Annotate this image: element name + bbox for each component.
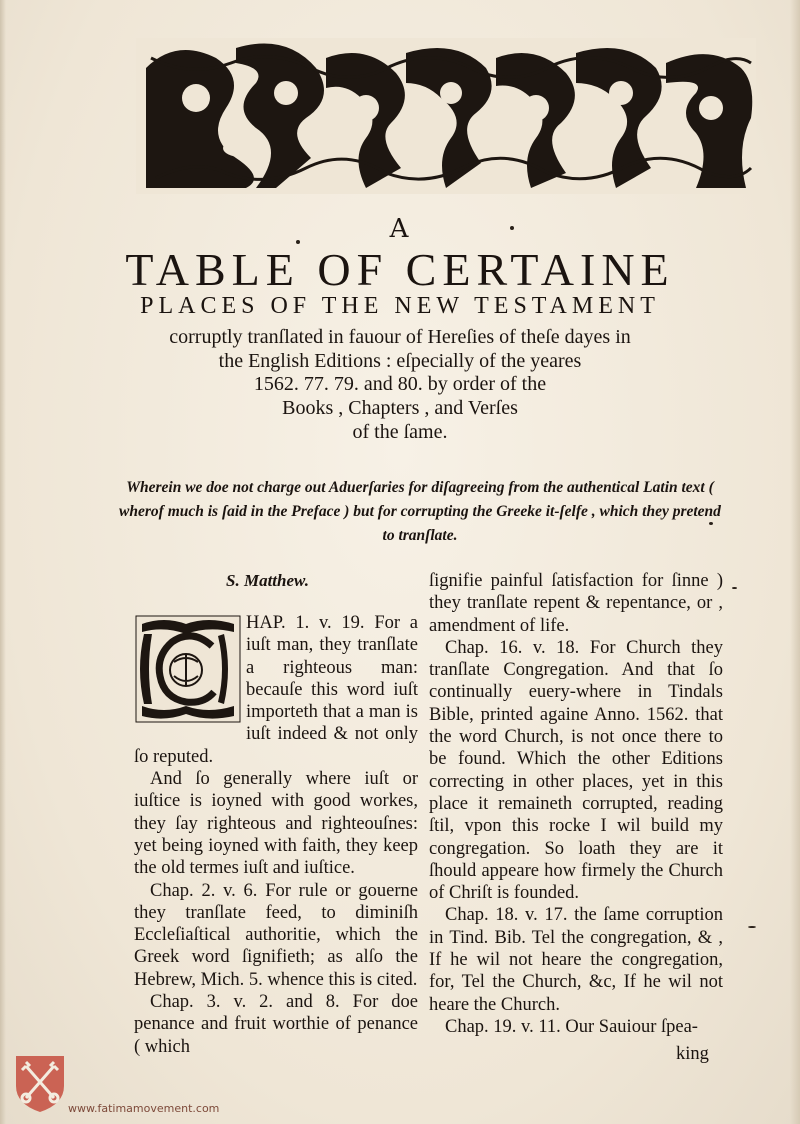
papal-keys-logo-icon [12,1052,68,1114]
print-speck [709,522,713,525]
left-column [134,612,418,1058]
print-speck [510,226,514,230]
left-paragraph-4: Chap. 3. v. 2. and 8. For doe penance and fruit worthie of penance ( which [134,992,418,1057]
right-column [429,570,723,1038]
print-speck [296,240,300,244]
print-speck [748,926,756,928]
left-paragraph-2: And ſo generally where iuſt or iuſtice is ioyned with good workes, they ſay righteous and righteouſnes: yet being ioyned with faith, they keep the old termes iuſt and iuſtice. [134,769,418,879]
catchword: king [676,1044,709,1064]
title-line-2: the English Editions : eſpecially of the yeares [218,350,582,372]
title-article: A [389,214,411,244]
left-paragraph-3: Chap. 2. v. 6. For rule or gouerne they tranſlate feed, to diminiſh Eccleſiaſtical authoritie, which the Greek word ſignifieth; as alſo the Hebrew, Mich. 5. whence this is cited. [134,880,418,990]
right-paragraph-1: ſignifie painful ſatisfaction for ſinne ) they tranſlate repent & repentance, or , amendment of life. [429,571,723,636]
ornamental-dropcap-c [134,614,242,724]
woodcut-ornament-banner [136,38,756,194]
title-line-4: Books , Chapters , and Verſes [282,397,518,419]
intro-note: Wherein we doe not charge out Aduerſaries for diſagreeing from the authentical Latin text ( wherof much is ſaid in the Preface ) but for corrupting the Greeke it-ſelfe , which they pretend to tranſlate. [119,479,721,544]
page-edge-right [790,0,800,1124]
title-line-1: corruptly tranſlated in fauour of Hereſies of theſe dayes in [169,326,631,348]
title-line-5: of the ſame. [352,421,448,443]
section-heading: S. Matthew. [226,571,309,590]
right-paragraph-3: Chap. 18. v. 17. the ſame corruption in Tind. Bib. Tel the congregation, & , If he wil not heare the congregation, for, Tel the Church, &c, If he wil not heare the Church. [429,905,723,1015]
left-paragraph-1: HAP. 1. v. 19. For a iuſt man, they tranſlate a righteous man: becauſe this word iuſt importeth that a man is iuſt indeed & not only ſo reputed. [134,613,418,767]
page-subtitle: PLACES OF THE NEW TESTAMENT [140,293,660,319]
print-speck [732,587,737,589]
page-title: TABLE OF CERTAINE [125,244,675,295]
right-paragraph-2: Chap. 16. v. 18. For Church they tranſlate Congregation. And that ſo continually euery-where in Tindals Bible, printed againe Anno. 1562. that the word Church, is not once there to be found. Which the other Editions correcting in other places, yet in this place it remaineth corrupted, reading ſtil, vpon this rocke I wil build my congregation. So loath they are it ſhould appeare how firmely the Church of Chriſt is founded. [429,637,723,904]
right-paragraph-4: Chap. 19. v. 11. Our Sauiour ſpea- [445,1016,698,1037]
page-edge-left [0,0,6,1124]
footer-url: www.fatimamovement.com [68,1102,220,1115]
title-line-3: 1562. 77. 79. and 80. by order of the [253,373,547,395]
